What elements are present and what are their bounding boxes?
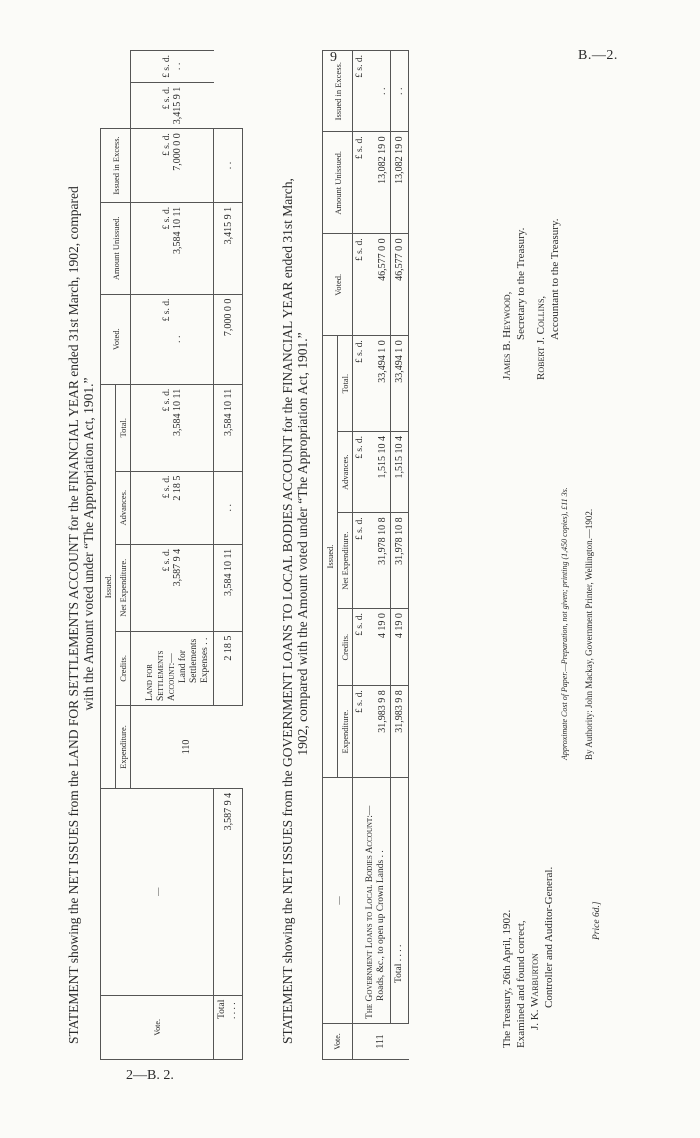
net-expenditure-header: Net Expenditure. xyxy=(116,544,131,631)
voted-value: 46,577 0 0 xyxy=(377,238,388,281)
units: £ s. d. xyxy=(161,55,172,78)
expenditure-value: 31,983 9 8 xyxy=(377,690,388,733)
accountant-name: Robert J. Collins, xyxy=(535,295,547,380)
excess-header: Issued in Excess. xyxy=(323,51,353,132)
table-row xyxy=(353,51,391,1060)
vote-header: Vote. xyxy=(101,995,214,1059)
excess-value: . . xyxy=(171,62,183,71)
expenditure-value: 3,587 9 4 xyxy=(171,548,183,587)
footer-right xyxy=(500,219,562,381)
price-note: Price 6d.] xyxy=(592,901,602,940)
total-unissued: 13,082 19 0 xyxy=(391,132,409,234)
total-voted: 7,000 0 0 xyxy=(214,294,243,384)
credits-header: Credits. xyxy=(116,631,131,705)
total-label: Total . . . . xyxy=(391,777,409,1023)
voted-value: 7,000 0 0 xyxy=(171,133,183,171)
unissued-value: 3,415 9 1 xyxy=(171,86,183,125)
total-credits: 4 19 0 xyxy=(391,609,409,686)
total-advances: 1,515 10 4 xyxy=(391,431,409,512)
units: £ s. d. xyxy=(355,690,365,713)
issued-header: Issued. xyxy=(323,336,338,778)
expenditure-header: Expenditure. xyxy=(116,706,131,789)
account-name: The Government Loans to Local Bodies Account:— xyxy=(364,805,375,1019)
statement1-title: STATEMENT showing the NET ISSUES from the LAND FOR SETTLEMENTS ACCOUNT for the FINANCIAL YEAR ended 31st March, 1902, compared xyxy=(66,186,81,1044)
total-total: 3,584 10 11 xyxy=(214,384,243,471)
page-reference: B.—2. xyxy=(578,48,618,63)
total-credits: 2 18 5 xyxy=(214,631,243,705)
total-label: Total . . . . xyxy=(214,995,243,1059)
auditor-title: Controller and Auditor-General. xyxy=(543,866,555,1008)
total-unissued: 3,415 9 1 xyxy=(214,202,243,294)
vote-number: 110 xyxy=(131,706,243,789)
units: £ s. d. xyxy=(355,435,365,459)
voted-header: Voted. xyxy=(323,234,353,336)
statement1-table xyxy=(100,50,243,1060)
examined-note: Examined and found correct, xyxy=(515,920,527,1048)
advances-header: Advances. xyxy=(116,471,131,544)
units: £ s. d. xyxy=(161,133,172,156)
item-name: Roads, &c., to open up Crown Lands . . xyxy=(375,850,386,1001)
expenditure-header: Expenditure. xyxy=(338,686,353,778)
advances-value: . . xyxy=(171,335,183,343)
total-value: 3,584 10 11 xyxy=(171,206,183,254)
units: £ s. d. xyxy=(161,86,172,110)
unissued-value: 13,082 19 0 xyxy=(377,136,388,184)
credits-value: 2 18 5 xyxy=(171,475,183,501)
net-expenditure-value: 31,978 10 8 xyxy=(377,517,388,565)
credits-header: Credits. xyxy=(338,609,353,686)
printer-imprint: By Authority: John Mackay, Government Printer, Wellington.—1902. xyxy=(584,508,594,760)
units: £ s. d. xyxy=(161,548,172,572)
unissued-header: Amount Unissued. xyxy=(101,202,131,294)
secretary-name: James B. Heywood, xyxy=(501,291,513,380)
advances-value: 1,515 10 4 xyxy=(377,435,388,479)
service-header: — xyxy=(101,788,214,995)
units: £ s. d. xyxy=(161,298,172,322)
units: £ s. d. xyxy=(161,475,172,499)
excess-value: . . xyxy=(377,87,388,95)
total-excess: . . xyxy=(391,51,409,132)
total-excess: . . xyxy=(214,129,243,203)
accountant-title: Accountant to the Treasury. xyxy=(549,218,561,340)
units: £ s. d. xyxy=(355,340,365,363)
vote-number: 111 xyxy=(353,1023,409,1059)
total-net-expenditure: 3,584 10 11 xyxy=(214,544,243,631)
total-expenditure: 3,587 9 4 xyxy=(214,788,243,995)
credits-value: 4 19 0 xyxy=(377,613,388,639)
statement2-subtitle: 1902, compared with the Amount voted under “The Appropriation Act, 1901.” xyxy=(295,332,310,756)
issued-header: Issued. xyxy=(101,384,116,788)
auditor-name: J. K. Warburton xyxy=(529,953,541,1030)
total-row xyxy=(391,51,409,1060)
rotated-document-body xyxy=(66,20,611,1060)
units: £ s. d. xyxy=(355,136,365,160)
units: £ s. d. xyxy=(161,206,172,230)
total-row xyxy=(214,51,243,1060)
cost-note: Approximate Cost of Paper.—Preparation, not given; printing (1,450 copies), £11 3s. xyxy=(560,487,569,760)
total-advances: . . xyxy=(214,471,243,544)
units: £ s. d. xyxy=(355,55,365,78)
units: £ s. d. xyxy=(355,517,365,541)
total-header: Total. xyxy=(338,336,353,432)
advances-header: Advances. xyxy=(338,431,353,512)
footer-reference: 2—B. 2. xyxy=(126,1068,174,1083)
total-expenditure: 31,983 9 8 xyxy=(391,686,409,778)
total-header: Total. xyxy=(116,384,131,471)
total-net-expenditure: 31,978 10 8 xyxy=(391,513,409,609)
statement1-subtitle: with the Amount voted under “The Appropriation Act, 1901.” xyxy=(81,377,96,711)
secretary-title: Secretary to the Treasury. xyxy=(515,227,527,340)
statement1-title-block xyxy=(66,44,96,1044)
service-header: — xyxy=(323,777,353,1023)
item-name: Land for Settlements Expenses . . xyxy=(178,637,210,684)
statement2-title-block xyxy=(280,44,310,1044)
net-expenditure-header: Net Expenditure. xyxy=(338,513,353,609)
units: £ s. d. xyxy=(355,238,365,262)
footer xyxy=(496,20,606,1060)
voted-header: Voted. xyxy=(101,294,131,384)
statement2-table xyxy=(322,50,409,1060)
excess-header: Issued in Excess. xyxy=(101,129,131,203)
vote-header: Vote. xyxy=(323,1023,353,1059)
total-value: 33,494 1 0 xyxy=(377,340,388,383)
total-total: 33,494 1 0 xyxy=(391,336,409,432)
unissued-header: Amount Unissued. xyxy=(323,132,353,234)
footer-left xyxy=(500,867,556,1048)
page-number: 9 xyxy=(330,50,337,65)
treasury-date: The Treasury, 26th April, 1902. xyxy=(501,909,513,1048)
statement2-title: STATEMENT showing the NET ISSUES from the GOVERNMENT LOANS TO LOCAL BODIES ACCOUNT for the FINANCIAL YEAR ended 31st March, xyxy=(280,178,295,1044)
units: £ s. d. xyxy=(161,388,172,412)
net-expenditure-value: 3,584 10 11 xyxy=(171,388,183,436)
units: £ s. d. xyxy=(355,613,365,636)
total-voted: 46,577 0 0 xyxy=(391,234,409,336)
account-name: Land for Settlements Account:— xyxy=(145,650,177,702)
